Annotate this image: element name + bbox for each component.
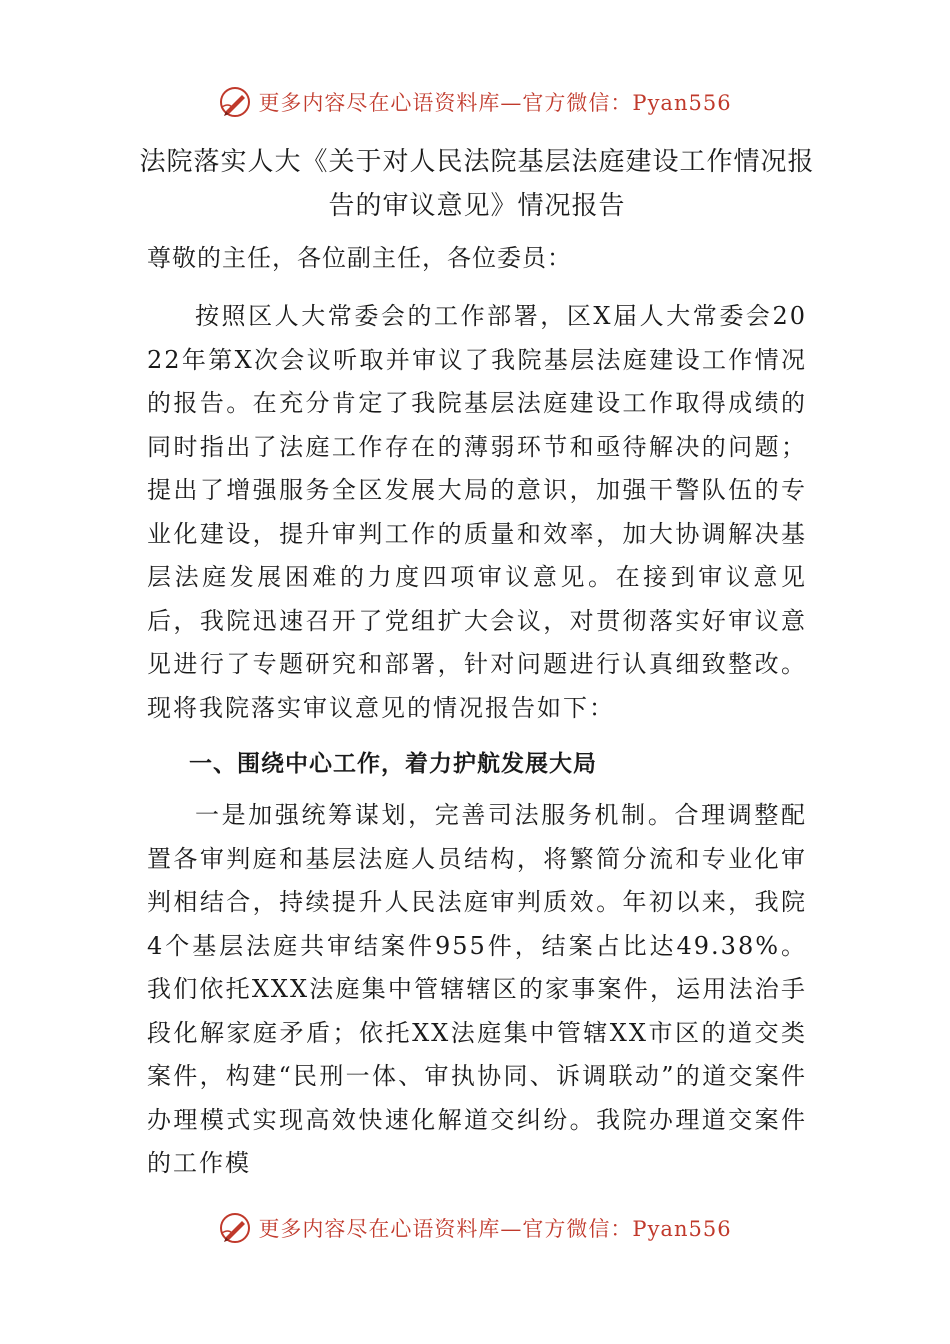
- title-line-1: 法院落实人大《关于对人民法院基层法庭建设工作情况报: [139, 147, 815, 177]
- watermark-text: 更多内容尽在心语资料库—官方微信：Pyan556: [258, 1217, 732, 1241]
- watermark-text: 更多内容尽在心语资料库—官方微信：Pyan556: [258, 91, 732, 115]
- title-line-2: 告的审议意见》情况报告: [328, 191, 626, 221]
- document-page: [139, 140, 815, 1186]
- salutation: 尊敬的主任，各位副主任，各位委员：: [147, 244, 572, 272]
- document-title: [137, 140, 817, 228]
- watermark-footer: [0, 1208, 950, 1248]
- watermark-header: [0, 82, 950, 122]
- paragraph-intro: 按照区人大常委会的工作部署，区X届人大常委会2022年第X次会议听取并审议了我院基层法庭建设工作情况的报告。在充分肯定了我院基层法庭建设工作取得成绩的同时指出了法庭工作存在的薄弱环节和亟待解决的问题；提出了增强服务全区发展大局的意识，加强干警队伍的专业化建设，提升审判工作的质量和效率，加大协调解决基层法庭发展困难的力度四项审议意见。在接到审议意见后，我院迅速召开了党组扩大会议，对贯彻落实好审议意见进行了专题研究和部署，针对问题进行认真细致整改。现将我院落实审议意见的情况报告如下：: [147, 302, 807, 722]
- section-heading-1: 一、围绕中心工作，着力护航发展大局: [189, 751, 597, 777]
- pen-logo-icon: [218, 85, 252, 119]
- paragraph-section-1: 一是加强统筹谋划，完善司法服务机制。合理调整配置各审判庭和基层法庭人员结构，将繁简分流和专业化审判相结合，持续提升人民法庭审判质效。年初以来，我院4个基层法庭共审结案件955件，结案占比达49.38%。我们依托XXX法庭集中管辖辖区的家事案件，运用法治手段化解家庭矛盾；依托XX法庭集中管辖XX市区的道交类案件，构建“民刑一体、审执协同、诉调联动”的道交案件办理模式实现高效快速化解道交纠纷。我院办理道交案件的工作模: [147, 801, 807, 1177]
- pen-logo-icon: [218, 1211, 252, 1245]
